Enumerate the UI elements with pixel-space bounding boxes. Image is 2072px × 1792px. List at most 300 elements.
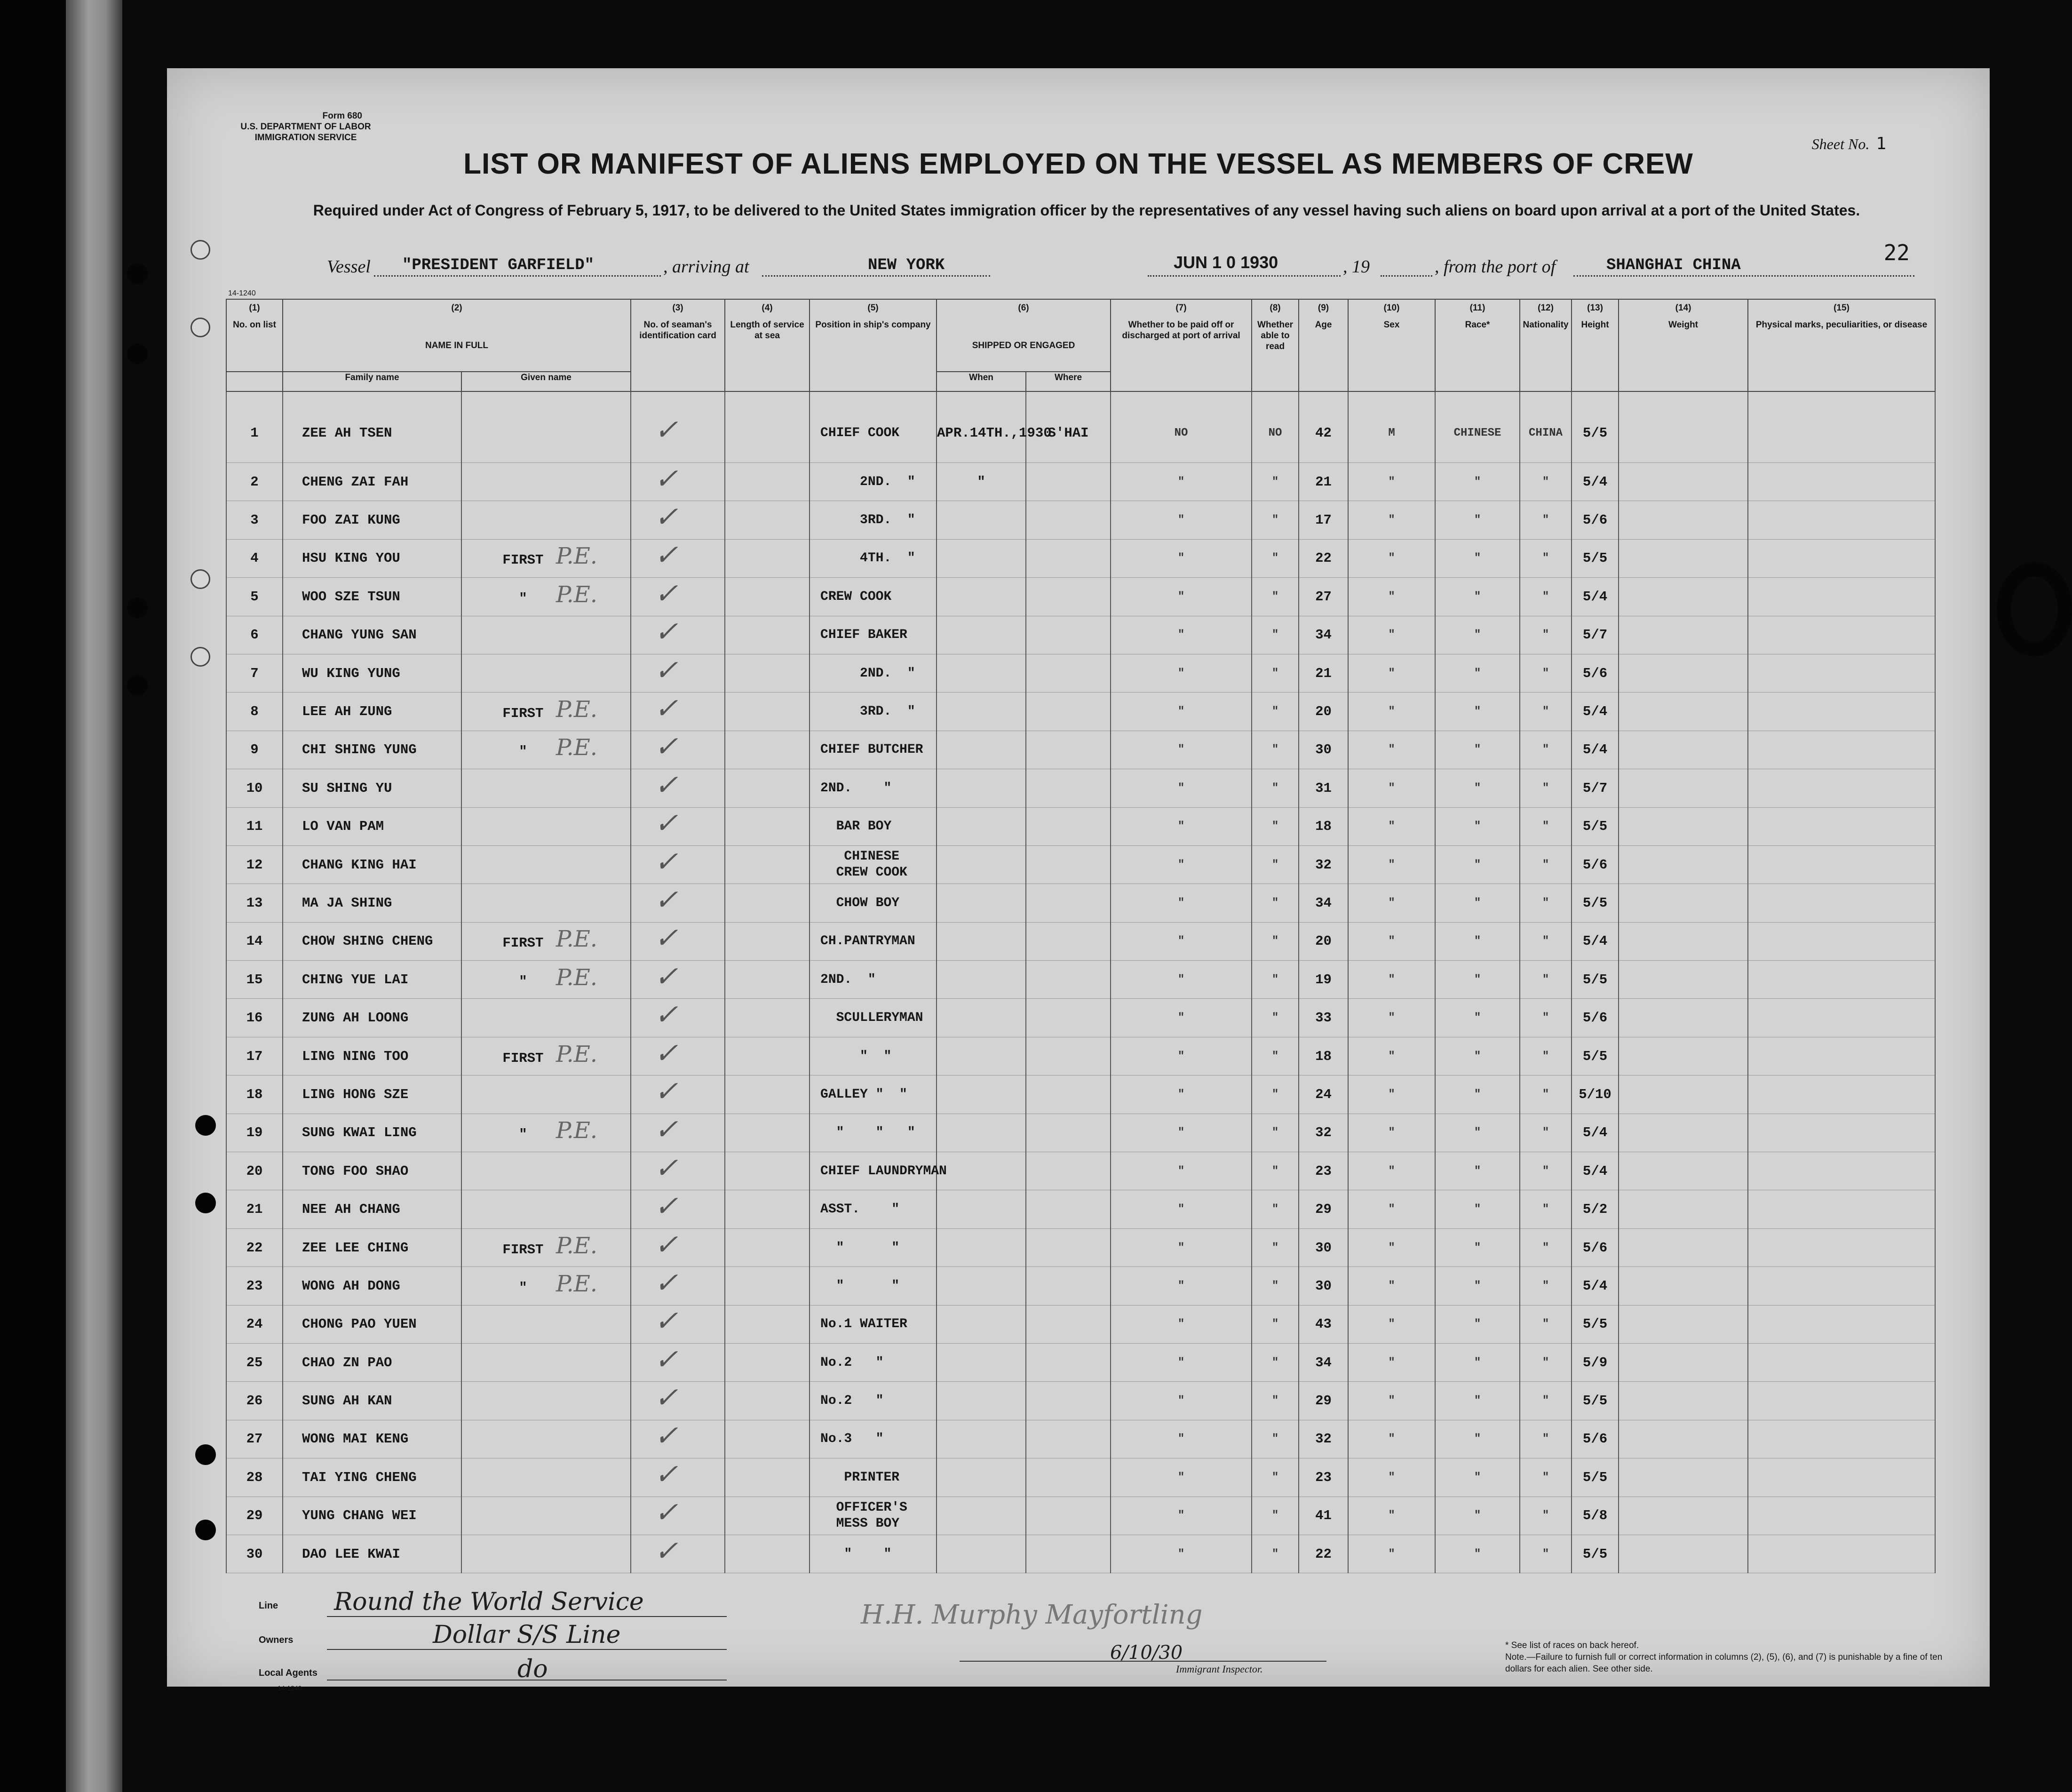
cell-weight [1619,922,1748,960]
cell-nationality: " [1520,1382,1572,1420]
cell-age: 34 [1299,1343,1348,1381]
cell-weight [1619,391,1748,463]
cell-where [1026,539,1111,577]
given-name-text: FIRST [502,1242,544,1258]
cell-when [937,807,1026,845]
col-num: (4) [725,299,810,319]
check-mark-icon: ✓ [652,1305,685,1338]
cell-no: 10 [226,769,283,807]
given-name-text: " [519,1280,527,1296]
cell-marks [1748,1305,1935,1343]
cell-paid-off: " [1111,501,1252,539]
cell-nationality: " [1520,769,1572,807]
cell-marks [1748,1152,1935,1190]
inspector-rule [960,1661,1326,1662]
footer-notes [1505,1640,1947,1675]
cell-able-read: " [1252,769,1299,807]
cell-position: No.2 " [810,1382,937,1420]
cell-family-name: FOO ZAI KUNG [283,501,461,539]
cell-family-name: WONG AH DONG [283,1267,461,1305]
cell-age: 32 [1299,1114,1348,1152]
sheet-value: 1 [1876,134,1886,153]
cell-sex: " [1348,693,1435,731]
cell-nationality: " [1520,1075,1572,1114]
header-id-card: No. of seaman's identification card [631,319,725,391]
check-mark-icon: ✓ [652,998,685,1032]
cell-length-service [725,961,810,999]
cell-id-card [631,1420,725,1458]
cell-weight [1619,1382,1748,1420]
cell-nationality: " [1520,463,1572,501]
given-name-text: " [519,973,527,989]
cell-paid-off: " [1111,578,1252,616]
cell-no: 16 [226,999,283,1037]
cell-where [1026,1497,1111,1535]
cell-weight [1619,578,1748,616]
cell-family-name: CHANG KING HAI [283,845,461,884]
cell-family-name: CHI SHING YUNG [283,731,461,769]
cell-when [937,1305,1026,1343]
cell-nationality: " [1520,1343,1572,1381]
table-row [226,654,1935,692]
page-subtitle: Required under Act of Congress of February 5, 1917, to be delivered to the United States immigration officer by the representatives of any vessel having such aliens on board upon arrival at a port of the United States. [313,202,1860,219]
cell-when [937,578,1026,616]
cell-race: " [1435,1267,1520,1305]
cell-id-card [631,693,725,731]
check-mark-icon: ✓ [652,577,685,610]
pe-annotation: P.E. [556,1270,598,1297]
cell-age: 22 [1299,1535,1348,1573]
cell-given-name [461,884,631,922]
cell-when [937,1382,1026,1420]
cell-nationality: " [1520,1152,1572,1190]
cell-paid-off: " [1111,539,1252,577]
cell-given-name [461,922,631,960]
header-able-read: Whether able to read [1252,319,1299,391]
cell-weight [1619,1037,1748,1075]
col-num: (2) [283,299,631,319]
cell-where [1026,922,1111,960]
cell-sex: M [1348,391,1435,463]
cell-where [1026,1114,1111,1152]
cell-position: " " [810,1535,937,1573]
cell-paid-off: " [1111,1343,1252,1381]
cell-able-read: " [1252,961,1299,999]
cell-position: CREW COOK [810,578,937,616]
cell-height: 5/10 [1572,1075,1619,1114]
cell-length-service [725,654,810,692]
cell-paid-off: " [1111,999,1252,1037]
cell-id-card [631,463,725,501]
cell-length-service [725,578,810,616]
cell-family-name: MA JA SHING [283,884,461,922]
cell-when [937,1114,1026,1152]
cell-length-service [725,693,810,731]
cell-nationality: " [1520,616,1572,654]
cell-when: APR.14TH.,1930 [937,391,1026,463]
column-number-row [226,299,1935,319]
cell-position: CHIEF COOK [810,391,937,463]
given-name-text: FIRST [502,552,544,568]
cell-paid-off: " [1111,884,1252,922]
check-mark-icon: ✓ [652,1075,685,1108]
cell-age: 21 [1299,463,1348,501]
cell-family-name: WOO SZE TSUN [283,578,461,616]
cell-able-read: " [1252,1228,1299,1266]
cell-id-card [631,999,725,1037]
cell-id-card [631,1343,725,1381]
cell-height: 5/5 [1572,1037,1619,1075]
cell-weight [1619,769,1748,807]
table-row [226,463,1935,501]
cell-length-service [725,1497,810,1535]
cell-sex: " [1348,463,1435,501]
cell-position: No.1 WAITER [810,1305,937,1343]
cell-height: 5/5 [1572,1382,1619,1420]
cell-length-service [725,1267,810,1305]
cell-age: 22 [1299,539,1348,577]
cell-given-name [461,1343,631,1381]
pe-annotation: P.E. [556,1117,598,1144]
cell-id-card [631,501,725,539]
header-marks: Physical marks, peculiarities, or disease [1748,319,1935,391]
cell-no: 23 [226,1267,283,1305]
table-row [226,1343,1935,1381]
cell-length-service [725,463,810,501]
cell-length-service [725,539,810,577]
cell-length-service [725,769,810,807]
footer-form-number: 14-1240 [278,1684,302,1692]
cell-position: OFFICER'S MESS BOY [810,1497,937,1535]
form-number: 14-1240 [228,289,256,297]
table-row [226,1075,1935,1114]
cell-position: CHOW BOY [810,884,937,922]
cell-height: 5/6 [1572,1228,1619,1266]
cell-race: " [1435,1497,1520,1535]
manifest-sheet [167,68,1990,1692]
cell-weight [1619,1267,1748,1305]
cell-weight [1619,1497,1748,1535]
cell-position: ASST. " [810,1190,937,1228]
cell-paid-off: " [1111,1190,1252,1228]
pe-annotation: P.E. [556,926,598,953]
cell-weight [1619,807,1748,845]
cell-given-name [461,578,631,616]
cell-height: 5/2 [1572,1190,1619,1228]
cell-id-card [631,1535,725,1573]
cell-family-name: TAI YING CHENG [283,1458,461,1497]
cell-id-card [631,391,725,463]
cell-when [937,1343,1026,1381]
agents-value: do [517,1655,548,1683]
cell-nationality: " [1520,654,1572,692]
cell-able-read: " [1252,616,1299,654]
cell-length-service [725,922,810,960]
check-mark-icon: ✓ [652,1113,685,1147]
check-mark-icon: ✓ [652,501,685,534]
cell-id-card [631,1190,725,1228]
pe-annotation: P.E. [556,734,598,761]
check-mark-icon: ✓ [652,960,685,993]
cell-length-service [725,1190,810,1228]
header-name-in-full: NAME IN FULL [283,319,631,372]
cell-sex: " [1348,1535,1435,1573]
cell-paid-off: " [1111,1228,1252,1266]
col-num: (10) [1348,299,1435,319]
cell-nationality: " [1520,961,1572,999]
cell-paid-off: " [1111,1267,1252,1305]
cell-sex: " [1348,1190,1435,1228]
cell-height: 5/5 [1572,1305,1619,1343]
cell-position: CHIEF BAKER [810,616,937,654]
cell-marks [1748,1075,1935,1114]
cell-age: 30 [1299,1228,1348,1266]
given-name-text: " [519,590,527,606]
manifest-footer [226,1588,1966,1692]
table-row [226,501,1935,539]
cell-where [1026,845,1111,884]
cell-when [937,1037,1026,1075]
table-row [226,769,1935,807]
cell-able-read: " [1252,845,1299,884]
cell-when [937,654,1026,692]
cell-given-name [461,1305,631,1343]
service-line: IMMIGRATION SERVICE [254,133,357,143]
header-age: Age [1299,319,1348,391]
cell-paid-off: " [1111,1382,1252,1420]
cell-length-service [725,1114,810,1152]
cell-no: 9 [226,731,283,769]
cell-race: " [1435,654,1520,692]
page-number: 22 [1883,240,1910,265]
cell-position: CHIEF BUTCHER [810,731,937,769]
cell-marks [1748,616,1935,654]
cell-given-name [461,1497,631,1535]
cell-id-card [631,616,725,654]
cell-paid-off: " [1111,693,1252,731]
cell-weight [1619,1114,1748,1152]
cell-no: 26 [226,1382,283,1420]
cell-id-card [631,1152,725,1190]
cell-position: 4TH. " [810,539,937,577]
cell-age: 32 [1299,845,1348,884]
pe-annotation: P.E. [556,1041,598,1067]
cell-age: 19 [1299,961,1348,999]
cell-where [1026,1228,1111,1266]
cell-when [937,1152,1026,1190]
cell-where [1026,1535,1111,1573]
cell-able-read: " [1252,501,1299,539]
header-no-blank [226,372,283,391]
cell-nationality: " [1520,501,1572,539]
table-row [226,539,1935,577]
binder-hole [191,318,210,337]
cell-marks [1748,1535,1935,1573]
cell-id-card [631,922,725,960]
given-name-text: FIRST [502,706,544,722]
cell-no: 5 [226,578,283,616]
cell-where [1026,1458,1111,1497]
cell-age: 23 [1299,1152,1348,1190]
cell-age: 20 [1299,922,1348,960]
cell-race: " [1435,616,1520,654]
cell-age: 32 [1299,1420,1348,1458]
given-name-text: " [519,744,527,760]
cell-height: 5/6 [1572,1420,1619,1458]
cell-age: 18 [1299,807,1348,845]
cell-race: " [1435,845,1520,884]
cell-id-card [631,884,725,922]
cell-no: 21 [226,1190,283,1228]
cell-given-name [461,769,631,807]
cell-weight [1619,693,1748,731]
col-num: (13) [1572,299,1619,319]
cell-race: " [1435,1305,1520,1343]
cell-paid-off: " [1111,1037,1252,1075]
cell-race: " [1435,463,1520,501]
cell-weight [1619,654,1748,692]
binder-hole [127,343,148,364]
cell-length-service [725,1037,810,1075]
cell-family-name: HSU KING YOU [283,539,461,577]
pe-annotation: P.E. [556,581,598,608]
header-nationality: Nationality [1520,319,1572,391]
cell-where [1026,693,1111,731]
cell-no: 17 [226,1037,283,1075]
cell-position: GALLEY " " [810,1075,937,1114]
cell-able-read: " [1252,1458,1299,1497]
header-race: Race* [1435,319,1520,391]
col-num: (3) [631,299,725,319]
cell-marks [1748,391,1935,463]
cell-marks [1748,693,1935,731]
cell-height: 5/5 [1572,1458,1619,1497]
cell-given-name [461,616,631,654]
circled-zero-mark [1997,562,2072,656]
cell-when [937,1075,1026,1114]
header-weight: Weight [1619,319,1748,391]
cell-height: 5/9 [1572,1343,1619,1381]
cell-no: 14 [226,922,283,960]
cell-when [937,769,1026,807]
binder-hole [127,263,148,284]
cell-weight [1619,1152,1748,1190]
cell-weight [1619,1535,1748,1573]
cell-age: 41 [1299,1497,1348,1535]
cell-race: " [1435,1228,1520,1266]
cell-marks [1748,654,1935,692]
cell-family-name: YUNG CHANG WEI [283,1497,461,1535]
cell-age: 30 [1299,731,1348,769]
cell-sex: " [1348,1305,1435,1343]
cell-given-name [461,463,631,501]
cell-family-name: TONG FOO SHAO [283,1152,461,1190]
check-mark-icon: ✓ [652,692,685,725]
cell-nationality: " [1520,1114,1572,1152]
cell-no: 27 [226,1420,283,1458]
cell-nationality: " [1520,693,1572,731]
table-row [226,961,1935,999]
col-num: (5) [810,299,937,319]
cell-race: " [1435,1114,1520,1152]
cell-nationality: " [1520,1420,1572,1458]
form-number-line: Form 680 [322,111,362,121]
cell-marks [1748,1343,1935,1381]
given-name-text: FIRST [502,935,544,951]
cell-given-name [461,1075,631,1114]
cell-able-read: " [1252,539,1299,577]
cell-given-name [461,1152,631,1190]
cell-no: 24 [226,1305,283,1343]
cell-given-name [461,1190,631,1228]
cell-marks [1748,1228,1935,1266]
cell-sex: " [1348,1037,1435,1075]
cell-no: 30 [226,1535,283,1573]
table-row [226,1497,1935,1535]
given-name-text: FIRST [502,1050,544,1066]
cell-race: " [1435,884,1520,922]
cell-race: " [1435,1458,1520,1497]
cell-nationality: " [1520,1458,1572,1497]
cell-race: " [1435,578,1520,616]
cell-family-name: ZEE LEE CHING [283,1228,461,1266]
form-identifier [235,111,376,143]
cell-marks [1748,463,1935,501]
cell-able-read: " [1252,731,1299,769]
cell-age: 18 [1299,1037,1348,1075]
cell-sex: " [1348,769,1435,807]
cell-position: SCULLERYMAN [810,999,937,1037]
cell-paid-off: " [1111,654,1252,692]
dotted-line [762,275,990,277]
binder-hole [127,597,148,618]
cell-sex: " [1348,1228,1435,1266]
cell-marks [1748,1114,1935,1152]
cell-sex: " [1348,807,1435,845]
cell-position: No.3 " [810,1420,937,1458]
cell-marks [1748,1037,1935,1075]
cell-weight [1619,1228,1748,1266]
vessel-name: "PRESIDENT GARFIELD" [402,256,595,274]
check-mark-icon: ✓ [652,1534,685,1568]
cell-when [937,1267,1026,1305]
cell-no: 6 [226,616,283,654]
cell-paid-off: " [1111,1114,1252,1152]
given-name-text: " [519,1127,527,1143]
cell-paid-off: " [1111,1152,1252,1190]
cell-no: 25 [226,1343,283,1381]
check-mark-icon: ✓ [652,615,685,649]
cell-weight [1619,1305,1748,1343]
table-row [226,391,1935,463]
cell-marks [1748,999,1935,1037]
date-stamp: JUN 1 0 1930 [1174,253,1278,272]
cell-position: No.2 " [810,1343,937,1381]
cell-family-name: LO VAN PAM [283,807,461,845]
cell-age: 17 [1299,501,1348,539]
binder-hole [191,240,210,260]
cell-nationality: " [1520,1267,1572,1305]
cell-age: 43 [1299,1305,1348,1343]
cell-where [1026,1420,1111,1458]
check-mark-icon: ✓ [652,922,685,955]
cell-sex: " [1348,1382,1435,1420]
cell-when [937,1458,1026,1497]
cell-sex: " [1348,578,1435,616]
vessel-line [327,253,1917,285]
cell-weight [1619,845,1748,884]
check-mark-icon: ✓ [652,1343,685,1376]
